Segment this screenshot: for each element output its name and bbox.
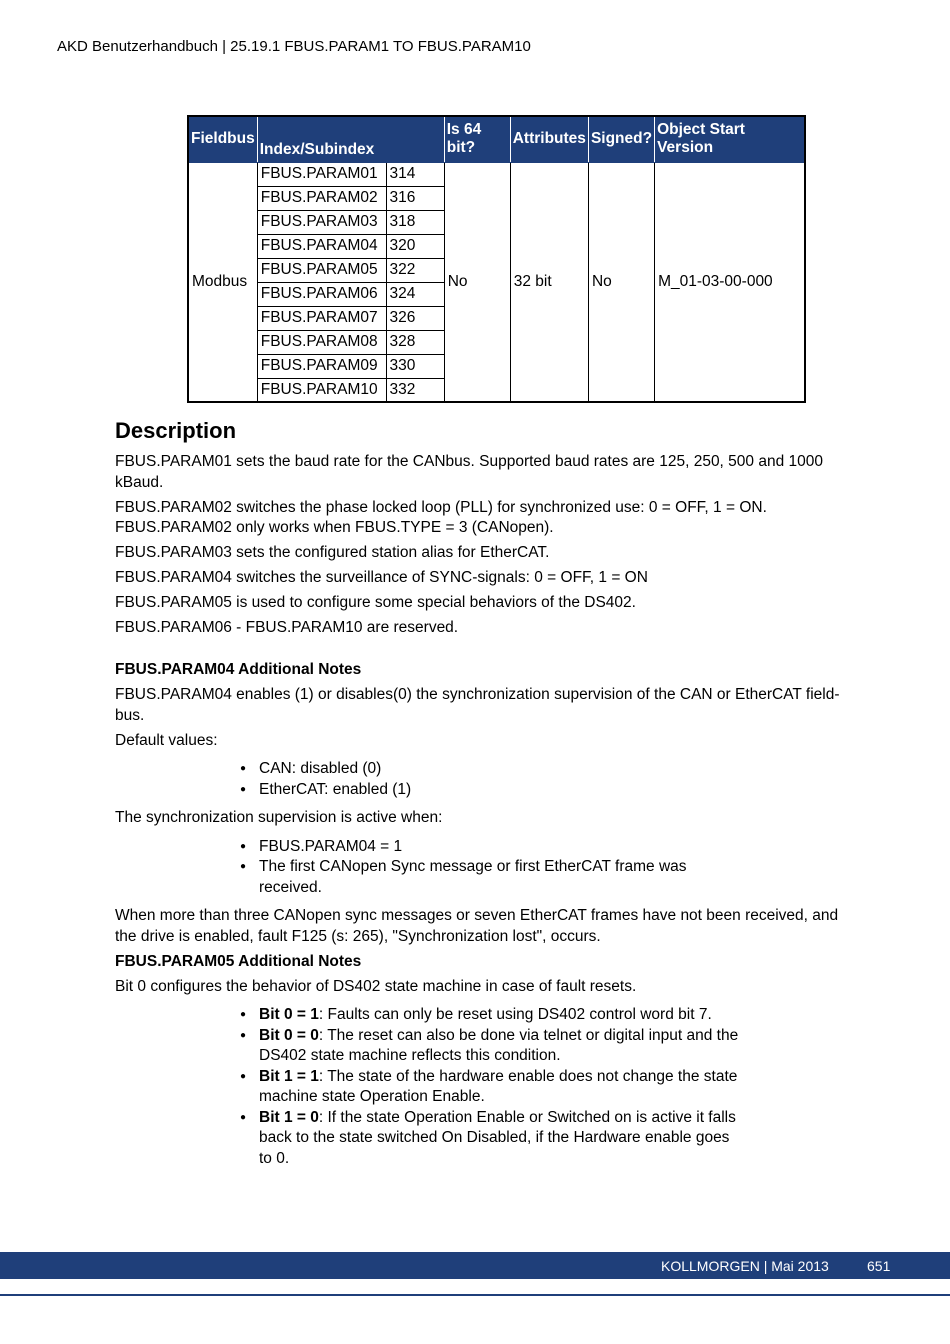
param05-heading: FBUS.PARAM05 Additional Notes	[115, 952, 362, 970]
list-item: ● FBUS.PARAM04 = 1	[259, 837, 739, 858]
param04-intro: FBUS.PARAM04 enables (1) or disables(0) the synchronization supervision of the CAN or EtherCAT field-bus.	[115, 686, 840, 724]
fault-paragraph: When more than three CANopen sync messages or seven EtherCAT frames have not been received, and the drive is enabled, fault F125 (s: 265), "Synchronization lost", occurs.	[115, 907, 839, 945]
col-header-version: Object Start Version	[655, 116, 805, 162]
signed-cell: No	[588, 162, 654, 402]
param-cell: FBUS.PARAM03	[257, 210, 386, 234]
index-cell: 318	[386, 210, 444, 234]
bit-label: Bit 0 = 0	[259, 1026, 319, 1044]
active-label: The synchronization supervision is active when:	[115, 809, 443, 826]
page-content	[115, 418, 845, 1177]
parameter-table	[187, 115, 806, 403]
index-cell: 332	[386, 378, 444, 402]
index-cell: 320	[386, 234, 444, 258]
index-cell: 316	[386, 186, 444, 210]
bit-text: : If the state Operation Enable or Switched on is active it falls back to the state switched On Disabled, if the Hardware enable goes to 0.	[259, 1108, 736, 1167]
description-paragraph: FBUS.PARAM01 sets the baud rate for the CANbus. Supported baud rates are 125, 250, 500 and 1000 kBaud.	[115, 453, 823, 491]
col-header-index: Index/Subindex	[257, 116, 444, 162]
is64-cell: No	[444, 162, 510, 402]
description-heading: Description	[115, 418, 237, 443]
description-paragraph: FBUS.PARAM02 switches the phase locked loop (PLL) for synchronized use: 0 = OFF, 1 = ON. FBUS.PARAM02 only works when FBUS.TYPE = 3 (CANopen).	[115, 498, 767, 536]
active-list	[115, 837, 845, 899]
param-cell: FBUS.PARAM04	[257, 234, 386, 258]
bit-text: : The state of the hardware enable does not change the state machine state Operation Enable.	[259, 1067, 738, 1105]
param-cell: FBUS.PARAM09	[257, 354, 386, 378]
description-paragraph: FBUS.PARAM05 is used to configure some special behaviors of the DS402.	[115, 594, 636, 611]
param-cell: FBUS.PARAM02	[257, 186, 386, 210]
attributes-cell: 32 bit	[510, 162, 588, 402]
list-item: ● CAN: disabled (0)	[259, 759, 845, 780]
bit-label: Bit 1 = 0	[259, 1108, 319, 1126]
param04-heading: FBUS.PARAM04 Additional Notes	[115, 661, 362, 678]
index-cell: 324	[386, 282, 444, 306]
description-paragraph: FBUS.PARAM06 - FBUS.PARAM10 are reserved.	[115, 619, 459, 636]
index-cell: 314	[386, 162, 444, 186]
version-cell: M_01-03-00-000	[655, 162, 805, 402]
list-item	[259, 1005, 739, 1026]
bit-text: : The reset can also be done via telnet or digital input and the DS402 state machine reflects this condition.	[259, 1026, 739, 1064]
index-cell: 322	[386, 258, 444, 282]
index-cell: 330	[386, 354, 444, 378]
page-number: 651	[867, 1258, 891, 1274]
param-cell: FBUS.PARAM05	[257, 258, 386, 282]
list-item: ● EtherCAT: enabled (1)	[259, 780, 845, 801]
param-cell: FBUS.PARAM06	[257, 282, 386, 306]
list-item	[259, 1026, 739, 1067]
table-header-row	[188, 116, 805, 162]
footer-brand: KOLLMORGEN | Mai 2013	[661, 1258, 829, 1274]
footer-divider	[0, 1294, 950, 1296]
bit-label: Bit 0 = 1	[259, 1006, 319, 1023]
index-cell: 328	[386, 330, 444, 354]
col-header-signed: Signed?	[588, 116, 654, 162]
index-cell: 326	[386, 306, 444, 330]
param-cell: FBUS.PARAM08	[257, 330, 386, 354]
defaults-label: Default values:	[115, 731, 218, 749]
page-header: AKD Benutzerhandbuch | 25.19.1 FBUS.PARAM1 TO FBUS.PARAM10	[57, 38, 531, 55]
description-paragraph: FBUS.PARAM04 switches the surveillance of SYNC-signals: 0 = OFF, 1 = ON	[115, 569, 648, 586]
bits-list	[115, 1005, 845, 1169]
col-header-attributes: Attributes	[510, 116, 588, 162]
list-item	[259, 1067, 739, 1108]
param-cell: FBUS.PARAM01	[257, 162, 386, 186]
col-header-64bit: Is 64 bit?	[444, 116, 510, 162]
col-header-fieldbus: Fieldbus	[188, 116, 257, 162]
description-paragraph: FBUS.PARAM03 sets the configured station alias for EtherCAT.	[115, 544, 550, 561]
fieldbus-cell: Modbus	[188, 162, 257, 402]
param05-intro: Bit 0 configures the behavior of DS402 state machine in case of fault resets.	[115, 977, 637, 995]
footer-bar	[0, 1252, 950, 1279]
table-row	[188, 162, 805, 186]
bit-label: Bit 1 = 1	[259, 1067, 319, 1085]
param-cell: FBUS.PARAM07	[257, 306, 386, 330]
list-item: ● The first CANopen Sync message or first EtherCAT frame was received.	[259, 857, 739, 898]
defaults-list	[115, 759, 845, 800]
bit-text: : Faults can only be reset using DS402 control word bit 7.	[318, 1006, 712, 1023]
list-item	[259, 1108, 739, 1170]
param-cell: FBUS.PARAM10	[257, 378, 386, 402]
